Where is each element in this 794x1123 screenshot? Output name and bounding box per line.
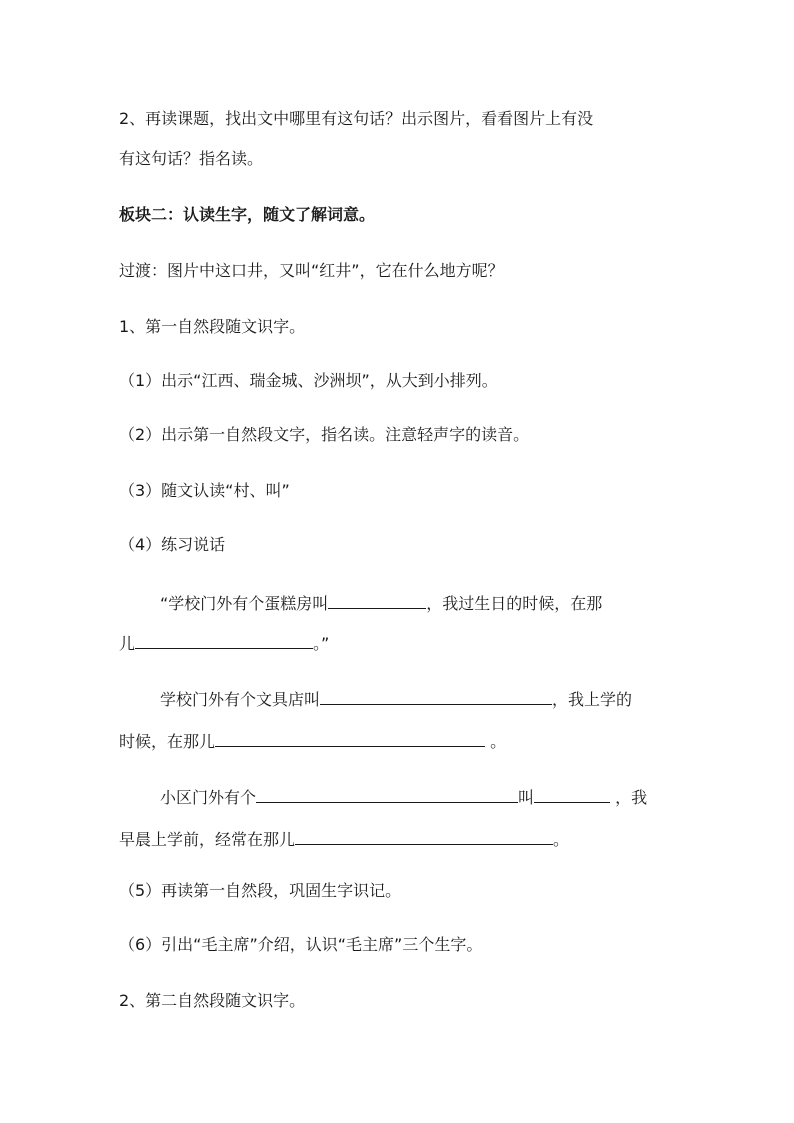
fill-in-blank[interactable] [295,826,553,845]
fill-in-sentence [119,728,506,753]
sentence-text: ，我上学的 [552,690,633,709]
fill-in-blank[interactable] [328,590,426,609]
paragraph-line: 有这句话？指名读。 [119,149,264,168]
sentence-text: 。 [553,830,570,849]
fill-in-blank[interactable] [320,686,552,705]
paragraph-line: （1）出示“江西、瑞金城、沙洲坝”，从大到小排列。 [119,371,498,390]
sentence-text: 早晨上学前，经常在那儿 [119,830,296,849]
sentence-text: 叫 [518,788,535,807]
paragraph-line: （4）练习说话 [119,535,226,554]
sentence-text: 。” [313,634,330,653]
sentence-text: ，我 [610,788,648,807]
section-heading: 板块二：认读生字，随文了解词意。 [119,205,376,224]
sentence-text: 小区门外有个 [160,788,257,807]
sentence-text: 。 [485,732,507,751]
sentence-text: ，我过生日的时候，在那 [426,594,603,613]
paragraph-line: 2、再读课题，找出文中哪里有这句话？出示图片，看看图片上有没 [119,109,594,128]
sentence-text: 时候，在那儿 [119,732,216,751]
paragraph-line: （3）随文认读“村、叫” [119,481,290,500]
fill-in-blank[interactable] [534,784,610,803]
sentence-text: “学校门外有个蛋糕房叫 [160,594,329,613]
sentence-text: 儿 [119,634,136,653]
paragraph-line: 1、第一自然段随文识字。 [119,317,306,336]
paragraph-line: 2、第二自然段随文识字。 [119,991,306,1010]
paragraph-line: （6）引出“毛主席”介绍，认识“毛主席”三个生字。 [119,935,483,954]
fill-in-blank[interactable] [215,728,485,747]
paragraph-line: （2）出示第一自然段文字，指名读。注意轻声字的读音。 [119,425,530,444]
fill-in-sentence [119,826,569,851]
fill-in-sentence [160,784,647,809]
fill-in-sentence [160,590,602,615]
paragraph-line: 过渡：图片中这口井，又叫“红井”，它在什么地方呢？ [119,261,504,280]
paragraph-line: （5）再读第一自然段，巩固生字识记。 [119,881,402,900]
sentence-text: 学校门外有个文具店叫 [160,690,321,709]
fill-in-blank[interactable] [256,784,518,803]
fill-in-blank[interactable] [135,630,313,649]
fill-in-sentence [119,630,329,655]
fill-in-sentence [160,686,632,711]
